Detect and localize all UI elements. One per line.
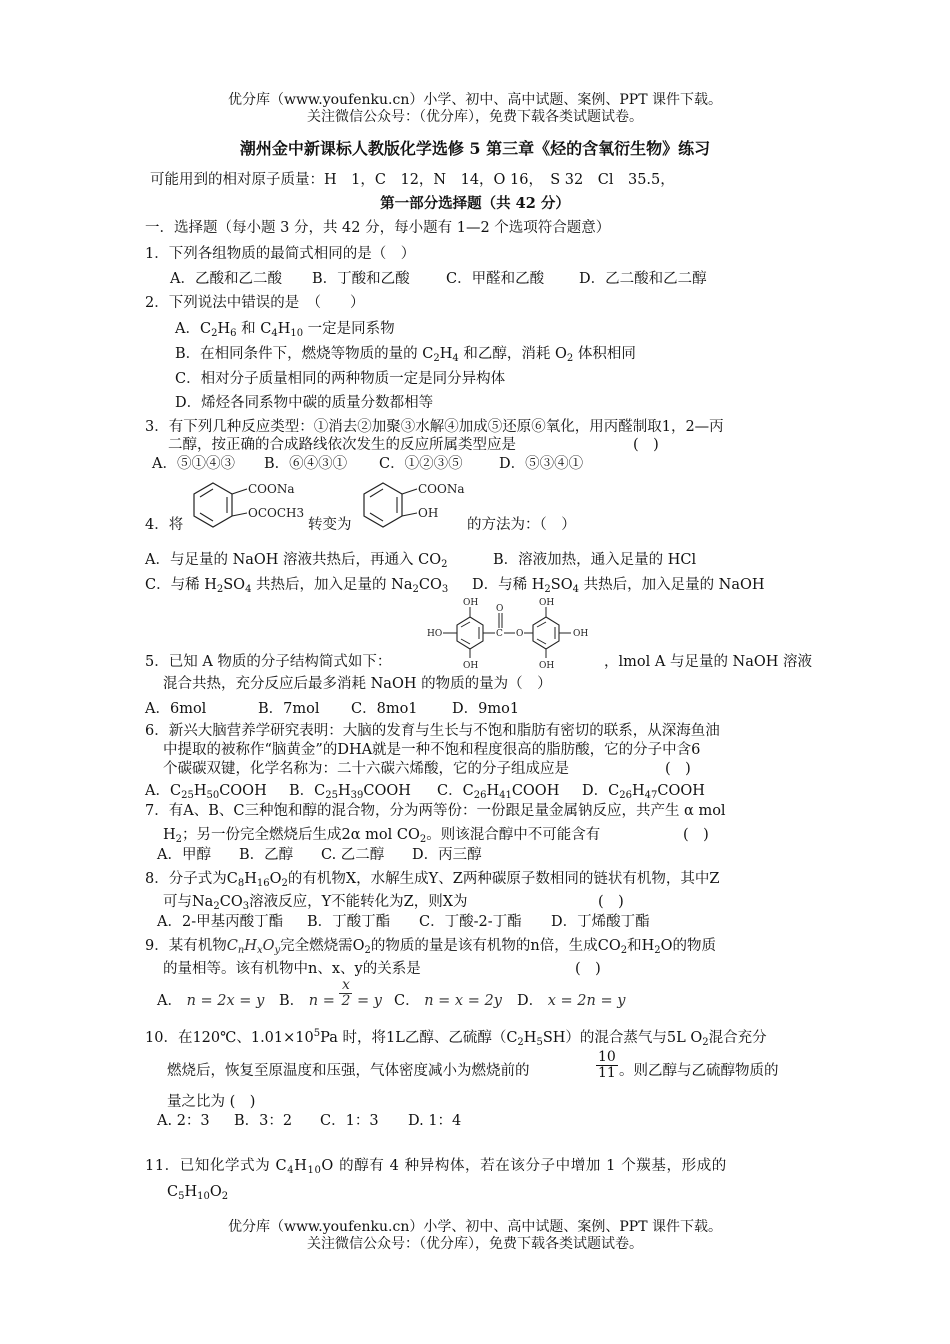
q4-middle: 转变为: [308, 517, 352, 533]
q7-stem-2: $H_2$；另一份完全燃烧后生成2α mol $CO_2$。则该混合醇中不可能含有: [163, 827, 601, 845]
q2-option-d: D．烯烃各同系物中碳的质量分数都相等: [175, 395, 434, 411]
q4-mol2-label-2: OH: [418, 506, 439, 520]
svg-text:HO: HO: [427, 629, 443, 639]
svg-text:C: C: [496, 629, 503, 639]
q10-stem-2-post: 。则乙醇与乙硫醇物质的: [619, 1063, 779, 1079]
q6-blank: ( ): [665, 761, 691, 777]
q2-option-a: A．$C_2H_6$ 和 $C_4H_{10}$ 一定是同系物: [175, 321, 395, 339]
q10-option-a: A. 2：3: [157, 1113, 210, 1129]
q4-mol1-label-1: COONa: [248, 482, 295, 496]
q5-option-a: A．6mol: [145, 701, 207, 717]
q7-option-d: D．丙三醇: [412, 847, 482, 863]
q7-stem-1: 7．有A、B、C三种饱和醇的混合物，分为两等份：一份跟足量金属钠反应，共产生 α mol: [145, 803, 726, 819]
q9-stem-1: 9．某有机物$C_nH_xO_y$完全燃烧需$O_2$的物质的量是该有机物的n倍，生成$CO_2$和$H_2O$的物质: [145, 938, 717, 956]
part1-title: 第一部分选择题（共 42 分）: [380, 195, 570, 212]
q2-stem: 2．下列说法中错误的是 （ ）: [145, 295, 365, 311]
q3-stem-1: 3．有下列几种反应类型：①消去②加聚③水解④加成⑤还原⑥氧化，用丙醛制取1，2—丙: [145, 419, 724, 435]
q1-option-d: D．乙二酸和乙二醇: [579, 271, 707, 287]
q8-stem-2: 可与$Na_2CO_3$溶液反应，Y不能转化为Z，则X为: [163, 894, 468, 912]
q4-option-d: D．与稀 $H_2SO_4$ 共热后，加入足量的 NaOH: [472, 577, 765, 595]
header-line-1: 优分库（www.youfenku.cn）小学、初中、高中试题、案例、PPT 课件下载。: [227, 92, 722, 108]
q6-option-b: B．$C_{25}H_{39}COOH$: [289, 783, 411, 801]
q9-option-c: C． n = x = 2y: [394, 993, 502, 1009]
q9-option-b: B． n = $\frac{x}{2}$ = y: [279, 976, 382, 1009]
q2-option-b: B．在相同条件下，燃烧等物质的量的 $C_2H_4$ 和乙醇，消耗 $O_2$ 体积相同: [175, 346, 636, 364]
q5-stem-2: 混合共热，充分反应后最多消耗 NaOH 的物质的量为（ ）: [163, 676, 552, 692]
q1-options: [170, 270, 707, 288]
q4-reactant-structure: [185, 475, 310, 540]
q4-options-row-1: [145, 551, 696, 569]
q4-mol2-label-1: COONa: [418, 482, 465, 496]
q4-product-structure: [355, 475, 470, 540]
q8-blank: ( ): [598, 894, 624, 910]
q3-option-a: A．⑤①④③: [152, 456, 235, 472]
q10-stem-2: 燃烧后，恢复至原温度和压强，气体密度减小为燃烧前的: [167, 1063, 530, 1079]
q6-option-c: C．$C_{26}H_{41}COOH$: [437, 783, 560, 801]
q1-option-b: B．丁酸和乙酸: [312, 271, 410, 287]
q10-option-b: B．3：2: [234, 1113, 293, 1129]
q6-stem-1: 6．新兴大脑营养学研究表明：大脑的发育与生长与不饱和脂肪有密切的联系，从深海鱼油: [145, 723, 720, 739]
q1-option-a: A．乙酸和乙二酸: [170, 271, 282, 287]
q5-stem-1: 5．已知 A 物质的分子结构简式如下：: [145, 654, 392, 670]
q4-option-c: C．与稀 $H_2SO_4$ 共热后，加入足量的 $Na_2CO_3$: [145, 577, 449, 595]
q8-option-c: C．丁酸-2-丁酯: [419, 914, 522, 930]
q10-options: [157, 1112, 461, 1130]
q11-stem-2: $C_5H_{10}O_2$: [167, 1184, 229, 1202]
q3-option-d: D．⑤③④①: [499, 456, 584, 472]
q4-suffix: 的方法为：（ ）: [467, 517, 576, 533]
svg-text:OH: OH: [573, 629, 589, 639]
q1-stem: 1．下列各组物质的最简式相同的是（ ）: [145, 246, 416, 262]
q3-option-b: B．⑥④③①: [264, 456, 348, 472]
q6-option-a: A．$C_{25}H_{50}COOH$: [145, 783, 267, 801]
q10-fraction: $\frac{10}{11}$: [598, 1049, 616, 1081]
q10-stem-3: 量之比为 ( ): [167, 1094, 256, 1110]
q9-options: [157, 976, 626, 1010]
q8-option-a: A．2-甲基丙酸丁酯: [157, 914, 284, 930]
svg-text:OH: OH: [463, 661, 479, 670]
svg-text:O: O: [496, 604, 504, 614]
q4-mol1-label-2: OCOCH3: [248, 506, 305, 520]
q9-stem-2: 的量相等。该有机物中n、x、y的关系是: [163, 961, 421, 977]
q8-option-b: B．丁酸丁酯: [307, 914, 391, 930]
q3-options: [152, 455, 583, 473]
q6-stem-3: 个碳碳双键，化学名称为：二十六碳六烯酸，它的分子组成应是: [163, 761, 569, 777]
atomic-masses: 可能用到的相对原子质量：H 1，C 12，N 14，O 16， S 32 Cl 35.5，: [150, 172, 675, 188]
svg-text:OH: OH: [539, 598, 555, 608]
q2-option-c: C．相对分子质量相同的两种物质一定是同分异构体: [175, 371, 506, 387]
page-title: 潮州金中新课标人教版化学选修 5 第三章《烃的含氧衍生物》练习: [239, 139, 711, 158]
q3-stem-2: 二醇，按正确的合成路线依次发生的反应所属类型应是: [168, 437, 516, 453]
svg-text:OH: OH: [539, 661, 555, 670]
q9-option-a: A． n = 2x = y: [157, 993, 265, 1009]
q3-option-c: C．①②③⑤: [379, 456, 463, 472]
q7-options: [157, 846, 482, 864]
q6-stem-2: 中提取的被称作“脑黄金”的DHA就是一种不饱和程度很高的脂肪酸，它的分子中含6: [163, 742, 701, 758]
q5-option-b: B．7mol: [258, 701, 320, 717]
footer-line-1: 优分库（www.youfenku.cn）小学、初中、高中试题、案例、PPT 课件下载。: [227, 1219, 722, 1235]
header-line-2: 关注微信公众号：（优分库），免费下载各类试题试卷。: [307, 109, 643, 125]
q5-option-c: C．8mo1: [351, 701, 418, 717]
q1-option-c: C．甲醛和乙酸: [446, 271, 545, 287]
q7-option-c: C. 乙二醇: [321, 847, 385, 863]
q9-formula: $C_nH_xO_y$: [226, 938, 281, 956]
q10-option-d: D. 1：4: [408, 1113, 462, 1129]
q8-stem-1: 8．分子式为$C_8H_{16}O_2$的有机物X，水解生成Y、Z两种碳原子数相同的链状有机物，其中Z: [145, 871, 720, 889]
q7-option-b: B．乙醇: [239, 847, 294, 863]
q4-option-a: A．与足量的 NaOH 溶液共热后，再通入 $CO_2$: [145, 552, 448, 570]
q6-option-d: D．$C_{26}H_{47}COOH$: [582, 783, 705, 801]
q5-structure: [425, 595, 600, 670]
q5-stem-1b: ，lmol A 与足量的 NaOH 溶液: [604, 654, 813, 670]
q6-options: [145, 782, 705, 800]
q10-option-c: C．1：3: [320, 1113, 379, 1129]
svg-text:O: O: [516, 629, 524, 639]
svg-text:OH: OH: [463, 598, 479, 608]
q8-option-d: D．丁烯酸丁酯: [551, 914, 650, 930]
q3-blank: ( ): [633, 437, 659, 453]
q11-stem-1: 11．已知化学式为 $C_4H_{10}O$ 的醇有 4 种异构体，若在该分子中增加 1 个羰基，形成的: [145, 1158, 727, 1176]
q8-options: [157, 913, 650, 931]
section1-intro: 一．选择题（每小题 3 分，共 42 分，每小题有 1—2 个选项符合题意）: [145, 220, 611, 236]
q10-stem-1: 10．在120℃、$1.01\times 10^5Pa$ 时，将1L乙醇、乙硫醇$(C_2H_5SH)$的混合蒸气与5L $O_2$混合充分: [145, 1028, 767, 1048]
q7-blank: ( ): [683, 827, 709, 843]
q9-option-d: D． x = 2n = y: [517, 993, 626, 1009]
footer-line-2: 关注微信公众号：（优分库），免费下载各类试题试卷。: [307, 1236, 643, 1252]
q4-option-b: B．溶液加热，通入足量的 HCl: [493, 552, 697, 568]
q9-blank: ( ): [575, 961, 601, 977]
q7-option-a: A．甲醇: [157, 847, 211, 863]
q5-option-d: D．9mo1: [452, 701, 520, 717]
q5-options: [145, 700, 519, 718]
q4-prefix: 4．将: [145, 517, 184, 533]
q4-options-row-2: [145, 576, 765, 594]
